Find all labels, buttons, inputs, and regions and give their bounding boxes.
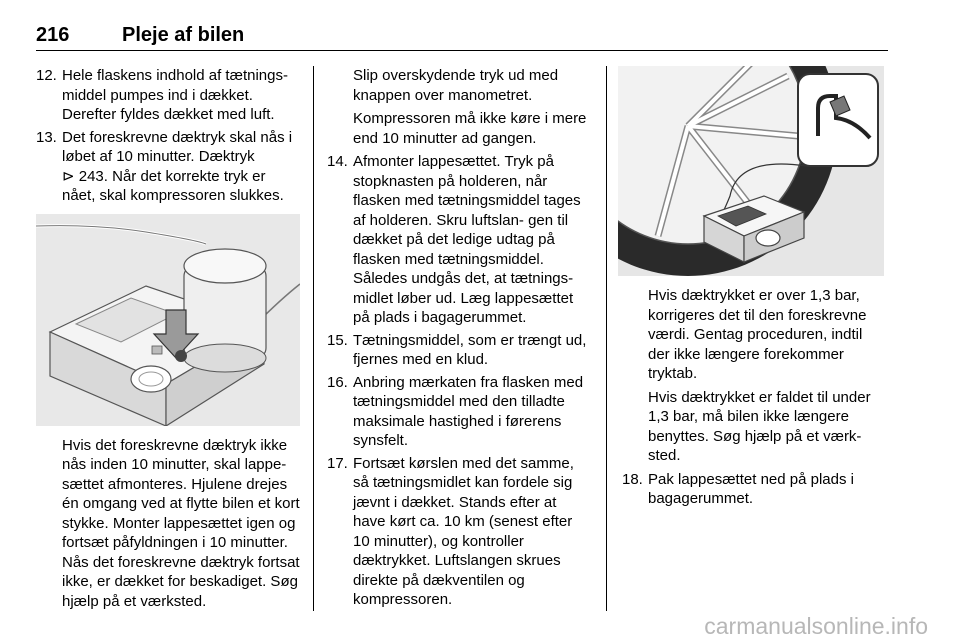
page-title: Pleje af bilen <box>122 24 245 46</box>
step-number: 18. <box>622 470 643 488</box>
page-number: 216 <box>36 24 70 46</box>
watermark: carmanualsonline.info <box>704 613 928 639</box>
step-number: 17. <box>327 454 348 472</box>
wheel-valve-compressor-illustration <box>618 66 884 276</box>
column-divider <box>313 66 314 611</box>
step-number: 13. <box>36 128 57 146</box>
step-text-part: 243. Når det korrekte tryk er nået, skal kompressoren slukkes. <box>62 167 284 204</box>
step-13 <box>36 128 300 206</box>
step-number: 15. <box>327 331 348 349</box>
note-paragraph: Kompressoren må ikke køre i mere end 10 minutter ad gangen. <box>353 110 587 147</box>
step-12 <box>36 66 300 125</box>
step-text: Afmonter lappesættet. Tryk på stopknasten på holderen, når flasken med tætningsmiddel tages af holderen. Skru luftslan- gen til dækket på det ledige udtag på flasken med tætningsmiddel. Således undgås det, at tætnings- midlet løber ud. Læg lappesættet på plads i bagagerummet. <box>353 153 581 326</box>
step-number: 14. <box>327 153 348 170</box>
column-3 <box>622 66 888 512</box>
page-reference-triangle-icon[interactable]: ⊳ <box>62 167 75 185</box>
step-text: Anbring mærkaten fra flasken med tætningsmiddel med den tilladte maksimale hastighed i førerens synsfelt. <box>353 373 584 449</box>
note-paragraph: Hvis dæktrykket er over 1,3 bar, korrigeres det til den foreskrevne værdi. Gentag proceduren, indtil der ikke længere forekommer tryktab. <box>648 287 867 382</box>
step-text: Pak lappesættet ned på plads i bagagerummet. <box>648 470 854 507</box>
compressor-sealant-illustration <box>36 214 300 426</box>
step-15 <box>327 331 593 370</box>
step-text-part: Det foreskrevne dæktryk skal nås i løbet af 10 minutter. Dæktryk <box>62 128 293 165</box>
step-18 <box>622 470 888 509</box>
step-number: 12. <box>36 67 57 84</box>
step-text <box>62 128 300 206</box>
step-14 <box>327 152 593 328</box>
note-paragraph: Hvis dæktrykket er faldet til under 1,3 bar, må bilen ikke længere benyttes. Søg hjælp på et værk- sted. <box>648 388 871 464</box>
step-17 <box>327 454 593 610</box>
page-header <box>36 22 888 51</box>
step-text: Tætningsmiddel, som er trængt ud, fjernes med en klud. <box>353 331 587 368</box>
step-16 <box>327 373 593 451</box>
column-2 <box>327 66 593 613</box>
note-paragraph: Slip overskydende tryk ud med knappen over manometret. <box>353 67 559 104</box>
step-number: 16. <box>327 373 348 391</box>
column-divider <box>606 66 607 611</box>
step-text: Hele flaskens indhold af tætnings- middel pumpes ind i dækket. Derefter fyldes dækket med luft. <box>62 67 288 123</box>
column-1 <box>36 66 300 611</box>
step-text: Fortsæt kørslen med det samme, så tætningsmidlet kan fordele sig jævnt i dækket. Stands efter at have kørt ca. 10 km (senest efter 10 minutter), og kontroller dæktrykket. Luftslangen skrues direkte på dækventilen og kompressoren. <box>353 454 574 608</box>
note-paragraph: Hvis det foreskrevne dæktryk ikke nås inden 10 minutter, skal lappe- sættet afmonteres. Hjulene drejes én omgang ved at flytte bilen et kort stykke. Monter lappesættet igen og fortsæt påfyldningen i 10 minutter. Nås det foreskrevne dæktryk fortsat ikke, er dækket for beskadiget. Søg hjælp på et værksted. <box>62 436 300 610</box>
